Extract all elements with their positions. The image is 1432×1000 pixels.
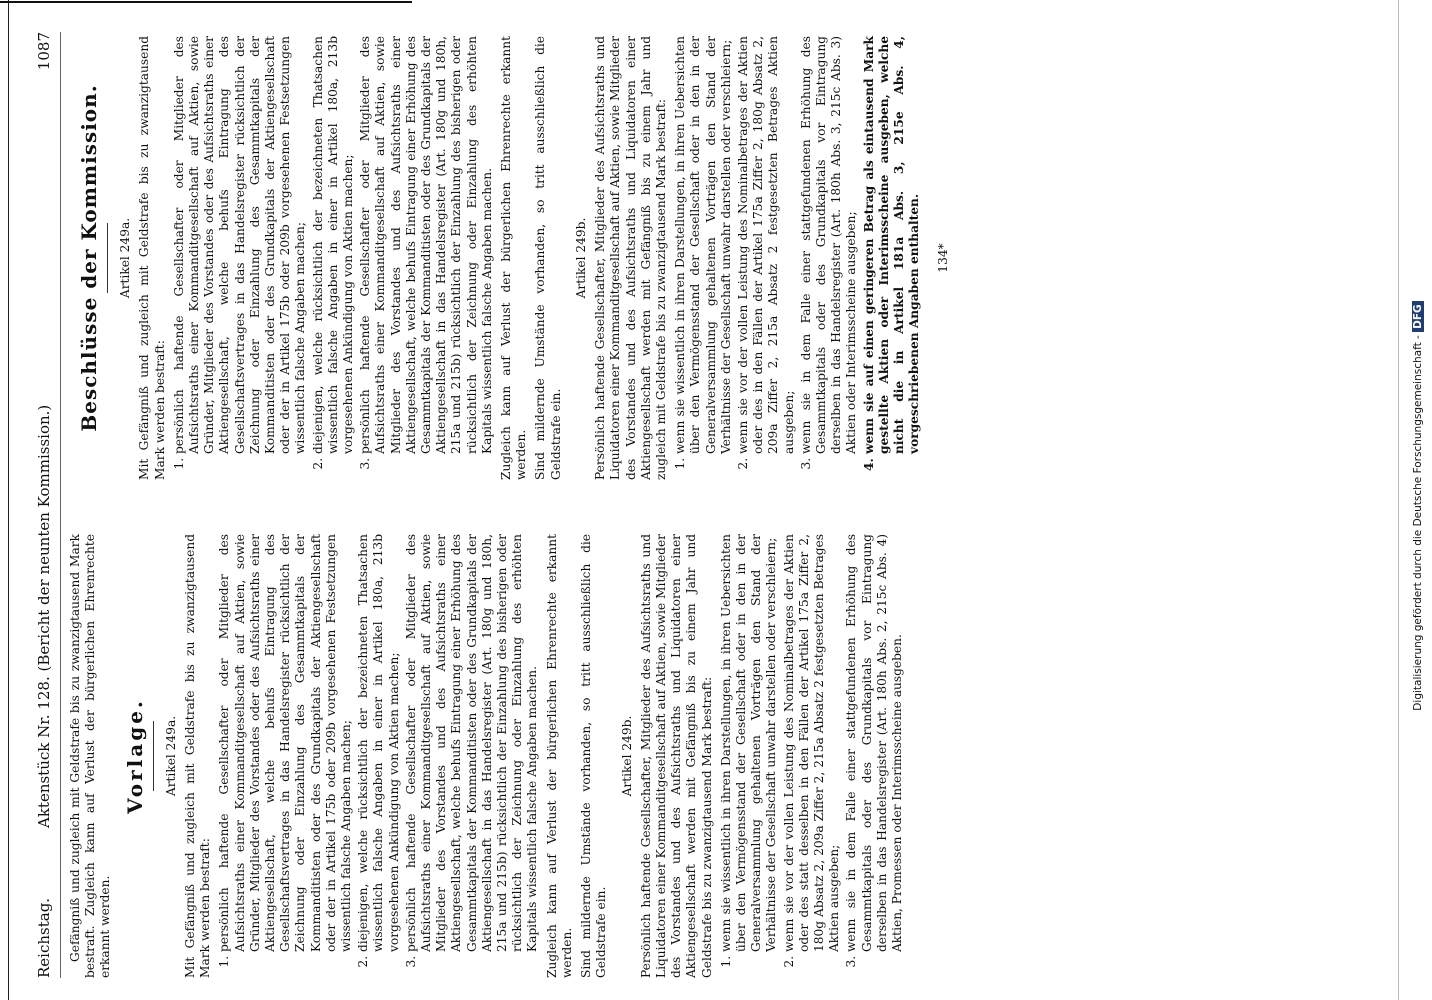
right-heading: Beschlüsse der Kommission.: [77, 84, 101, 432]
right-edge-rule: [1398, 0, 1399, 1000]
list-item: 2. wenn sie vor der vollen Leistung des Nominalbetrages der Aktien oder des in den Fällen der Artikel 175a Ziffer 2, 180g Absatz 2, 209a Ziffer 2, 215a Absatz 2 festgesetzten Betrages Aktien ausgeben;: [736, 36, 797, 454]
right-art-a-closing1: Zugleich kann auf Verlust der bürgerlichen Ehrenrechte erkannt werden.: [499, 36, 529, 480]
credit-text: Digitalisierung gefördert durch die Deutsche Forschungsgemeinschaft -: [1412, 335, 1424, 711]
list-item: 2. diejenigen, welche rücksichtlich der bezeichneten Thatsachen wissentlich falsche Angaben in einer in Artikel 180a, 213b vorgesehenen Ankündigung von Aktien machen;: [311, 36, 357, 454]
list-item: 3. wenn sie in dem Falle einer stattgefundenen Erhöhung des Gesammtkapitals oder des Grundkapitals vor Eintragung derselben in das Handelsregister (Art. 180h Abs. 2, 215c Abs. 4) Aktien, Promessen oder Interimsscheine ausgeben.: [844, 534, 905, 952]
header-left: Reichstag.: [35, 897, 53, 978]
page-number: 1087: [35, 32, 53, 71]
header-center: Aktenstück Nr. 128. (Bericht der neunten Kommission.): [35, 404, 53, 828]
dfg-logo: DFG: [1412, 301, 1424, 332]
list-item: 2. wenn sie vor der vollen Leistung des Nominalbetrages der Aktien oder des statt desselben in den Fällen der Artikel 175a Ziffer 2, 180g Absatz 2, 209a Ziffer 2, 215a Absatz 2 festgesetzten Betrages Aktien ausgeben;: [782, 534, 843, 952]
left-art-a-title: Artikel 249a.: [163, 715, 178, 797]
list-item: 2. diejenigen, welche rücksichtlich der bezeichneten Thatsachen wissentlich falsche Angaben in einer in Artikel 180a, 213b vorgesehenen Ankündigung von Aktien machen;: [356, 534, 402, 952]
left-intro: Gefängniß und zugleich mit Geldstrafe bis zu zwanzigtausend Mark bestraft. Zugleich kann auf Verlust der bürgerlichen Ehrenrechte erkannt werden.: [68, 534, 113, 978]
list-item: 1. persönlich haftende Gesellschafter oder Mitglieder des Aufsichtsraths einer Kommanditgesellschaft auf Aktien, sowie Gründer, Mitglieder des Vorstandes oder des Aufsichtsraths einer Aktiengesellschaft, welche behufs Eintragung des Gesellschaftsvertrages in das Handelsregister rücksichtlich der Zeichnung oder Einzahlung des Gesammtkapitals der Kommanditisten oder des Grundkapitals der Aktiengesellschaft oder der in Artikel 175b oder 209b vorgesehenen Festsetzungen wissentlich falsche Angaben machen;: [217, 534, 354, 952]
left-art-b-title: Artikel 249b.: [619, 715, 634, 797]
signature-mark: 134*: [936, 243, 951, 273]
list-item: 3. persönlich haftende Gesellschafter oder Mitglieder des Aufsichtsraths einer Kommanditgesellschaft auf Aktien, sowie Mitglieder des Vorstandes und des Aufsichtsraths einer Aktiengesellschaft, welche behufs Eintragung einer Erhöhung des Gesammtkapitals der Kommanditisten oder des Grundkapitals der Aktiengesellschaft in das Handelsregister (Art. 180g und 180h, 215a und 215b) rücksichtlich der Einzahlung des bisherigen oder rücksichtlich der Zeichnung oder Einzahlung des erhöhten Kapitals wissentlich falsche Angaben machen.: [358, 36, 495, 454]
left-art-a-closing1: Zugleich kann auf Verlust der bürgerlichen Ehrenrechte erkannt werden.: [544, 534, 574, 978]
credit-line: [1412, 76, 1424, 936]
right-art-b-intro: Persönlich haftende Gesellschafter, Mitglieder des Aufsichtsraths und Liquidatoren einer Kommanditgesellschaft auf Aktien, sowie Mitglieder des Vorstandes und des Aufsichtsraths und Liquidatoren einer Aktiengesellschaft werden mit Gefängniß bis zu einem Jahr und zugleich mit Geldstrafe bis zu zwanzigtausend Mark bestraft:: [593, 36, 668, 480]
left-art-a-intro: Mit Gefängniß und zugleich mit Geldstrafe bis zu zwanzigtausend Mark werden bestraft:: [183, 534, 213, 978]
page-header: [28, 32, 61, 978]
right-art-a-intro: Mit Gefängniß und zugleich mit Geldstrafe bis zu zwanzigtausend Mark werden bestraft:: [137, 36, 167, 480]
left-heading: Vorlage.: [122, 698, 147, 814]
right-art-b-list: [673, 36, 922, 480]
left-column: [68, 534, 909, 978]
heading-rule: [153, 721, 154, 791]
list-item: 3. persönlich haftende Gesellschafter oder Mitglieder des Aufsichtsraths einer Kommanditgesellschaft auf Aktien, sowie Mitglieder des Vorstandes und des Aufsichtsraths einer Aktiengesellschaft, welche behufs Eintragung einer Erhöhung des Gesammtkapitals der Kommanditisten oder des Grundkapitals der Aktiengesellschaft in das Handelsregister (Art. 180g und 180h, 215a und 215b) rücksichtlich der Einzahlung des bisherigen oder rücksichtlich der Zeichnung oder Einzahlung des erhöhten Kapitals wissentlich falsche Angaben machen.: [404, 534, 541, 952]
list-item: 3. wenn sie in dem Falle einer stattgefundenen Erhöhung des Gesammtkapitals oder des Grundkapitals vor Eintragung derselben in das Handelsregister (Art. 180h Abs. 3, 215c Abs. 3) Aktien oder Interimsscheine ausgeben;: [799, 36, 860, 454]
list-item: 4. wenn sie auf einen geringeren Betrag als eintausend Mark gestellte Aktien oder Interimsscheine ausgeben, welche nicht die in Artikel 181a Abs. 3, 215e Abs. 4, vorgeschriebenen Angaben enthalten.: [862, 36, 923, 454]
left-art-a-list: [217, 534, 540, 978]
heading-rule: [107, 223, 108, 293]
document-page: [20, 0, 1390, 1000]
left-art-b-list: [719, 534, 905, 978]
list-item: 1. persönlich haftende Gesellschafter oder Mitglieder des Aufsichtsraths einer Kommanditgesellschaft auf Aktien, sowie Gründer, Mitglieder des Vorstandes oder des Aufsichtsraths einer Aktiengesellschaft, welche behufs Eintragung des Gesellschaftsvertrages in das Handelsregister rücksichtlich der Zeichnung oder Einzahlung des Gesammtkapitals der Kommanditisten oder des Grundkapitals der Aktiengesellschaft oder der in Artikel 175b oder 209b vorgesehenen Festsetzungen wissentlich falsche Angaben machen;: [172, 36, 309, 454]
right-art-a-title: Artikel 249a.: [118, 217, 133, 299]
right-art-a-closing2: Sind mildernde Umstände vorhanden, so tritt ausschließlich die Geldstrafe ein.: [533, 36, 563, 480]
right-art-b-title: Artikel 249b.: [573, 217, 588, 299]
left-art-a-closing2: Sind mildernde Umstände vorhanden, so tritt ausschließlich die Geldstrafe ein.: [579, 534, 609, 978]
list-item: 1. wenn sie wissentlich in ihren Darstellungen, in ihren Uebersichten über den Vermögensstand der Gesellschaft oder in den in der Generalversammlung gehaltenen Vorträgen den Stand der Verhältnisse der Gesellschaft unwahr darstellen oder verschleiern;: [673, 36, 734, 454]
left-art-b-intro: Persönlich haftende Gesellschafter, Mitglieder des Aufsichtsraths und Liquidatoren einer Kommanditgesellschaft auf Aktien, sowie Mitglieder des Vorstandes und des Aufsichtsraths und Liquidatoren einer Aktiengesellschaft werden mit Gefängniß bis zu einem Jahr und Geldstrafe bis zu zwanzigtausend Mark bestraft:: [638, 534, 714, 978]
left-edge-rule: [8, 0, 9, 1000]
right-art-a-list: [172, 36, 495, 480]
right-column: [68, 36, 956, 480]
list-item: 1. wenn sie wissentlich in ihren Darstellungen, in ihren Uebersichten über den Vermögensstand der Gesellschaft oder in den in der Generalversammlung gehaltenen Vorträgen den Stand der Verhältnisse der Gesellschaft unwahr darstellen oder verschleiern;: [719, 534, 780, 952]
